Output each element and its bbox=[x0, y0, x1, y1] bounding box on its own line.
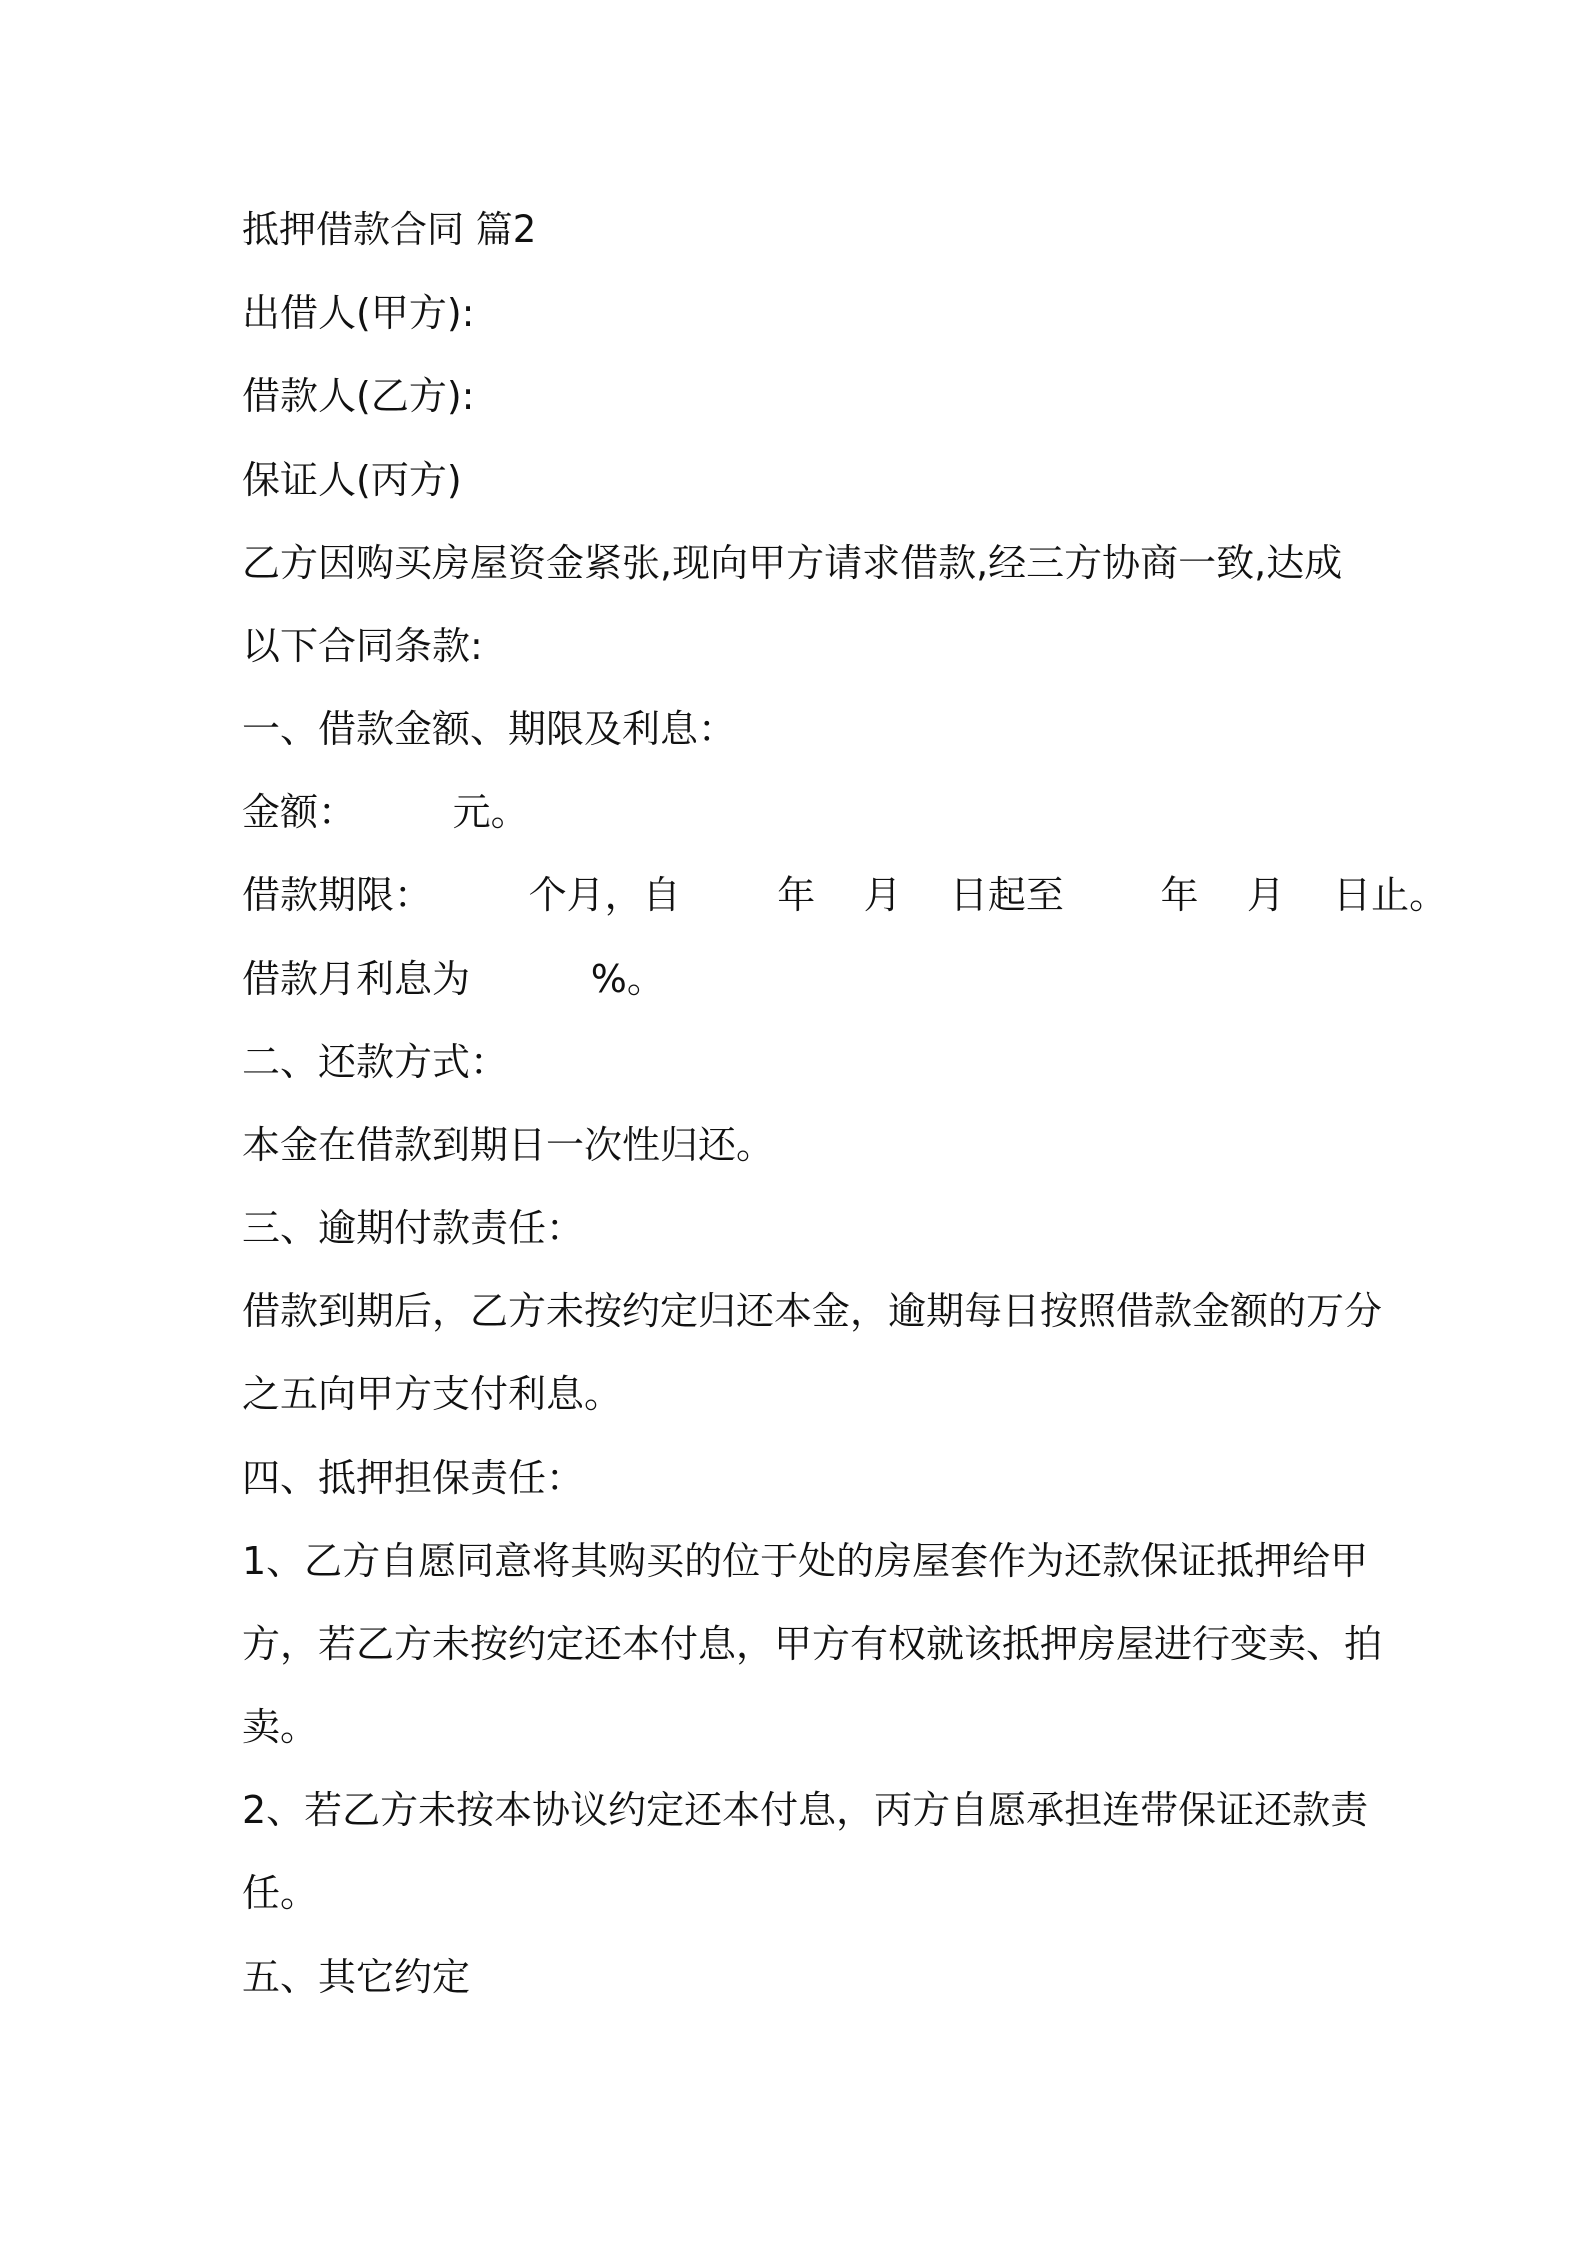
guarantor-line: 保证人(丙方) bbox=[242, 458, 462, 502]
mortgage-clause-2-line-2: 任。 bbox=[242, 1871, 319, 1915]
intro-line-1: 乙方因购买房屋资金紧张,现向甲方请求借款,经三方协商一致,达成 bbox=[242, 541, 1343, 585]
term-line: 借款期限： 个月，自 年 月 日起至 年 月 日止。 bbox=[242, 873, 1448, 917]
document-title: 抵押借款合同 篇2 bbox=[242, 208, 537, 251]
section-4-heading: 四、抵押担保责任： bbox=[242, 1456, 585, 1500]
lender-line: 出借人(甲方): bbox=[242, 291, 475, 335]
mortgage-clause-2-line-1: 2、若乙方未按本协议约定还本付息，丙方自愿承担连带保证还款责 bbox=[242, 1788, 1369, 1832]
overdue-line-1: 借款到期后，乙方未按约定归还本金，逾期每日按照借款金额的万分 bbox=[242, 1289, 1383, 1333]
amount-line: 金额： 元。 bbox=[242, 790, 529, 834]
mortgage-clause-1-line-1: 1、乙方自愿同意将其购买的位于处的房屋套作为还款保证抵押给甲 bbox=[242, 1539, 1369, 1583]
mortgage-clause-1-line-3: 卖。 bbox=[242, 1705, 319, 1749]
repayment-line: 本金在借款到期日一次性归还。 bbox=[242, 1123, 775, 1167]
intro-line-2: 以下合同条款: bbox=[242, 624, 483, 668]
section-5-heading: 五、其它约定 bbox=[242, 1955, 471, 1999]
section-3-heading: 三、逾期付款责任： bbox=[242, 1206, 585, 1250]
interest-line: 借款月利息为 %。 bbox=[242, 957, 665, 1001]
borrower-line: 借款人(乙方): bbox=[242, 374, 475, 418]
overdue-line-2: 之五向甲方支付利息。 bbox=[242, 1372, 623, 1416]
section-2-heading: 二、还款方式： bbox=[242, 1040, 509, 1084]
mortgage-clause-1-line-2: 方，若乙方未按约定还本付息，甲方有权就该抵押房屋进行变卖、拍 bbox=[242, 1622, 1383, 1666]
section-1-heading: 一、借款金额、期限及利息： bbox=[242, 707, 737, 751]
